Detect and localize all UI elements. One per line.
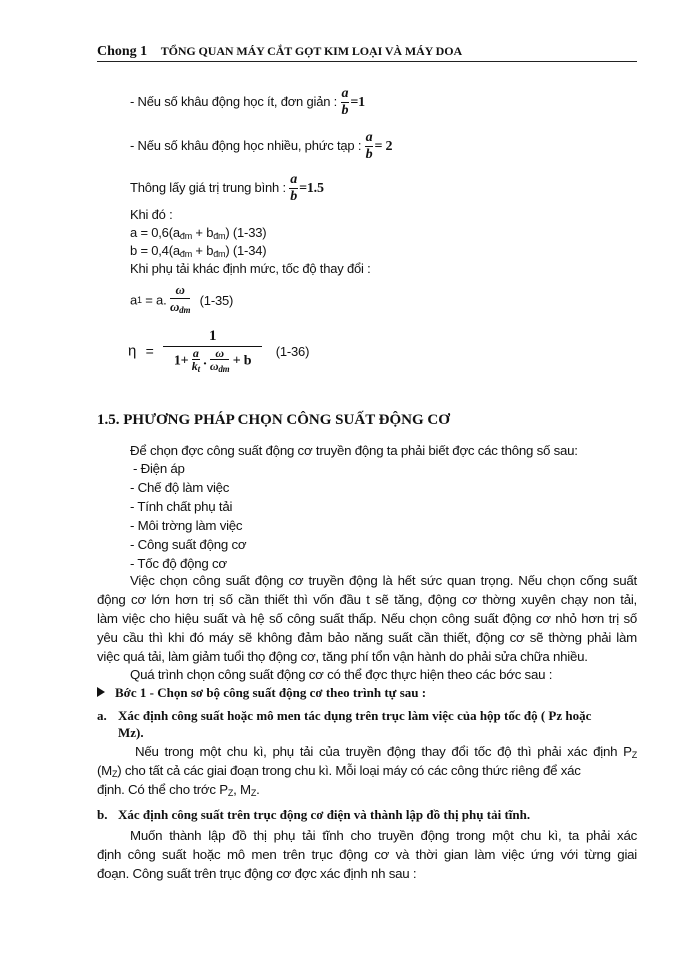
item-b-body: đoạn. Công suất trên trục động cơ đợc xác định nh sau : <box>97 866 417 881</box>
item-a-body: $(M_Z)$ cho tất cả các giai đoạn trong chu kì. Mỗi loại máy có các công thức riêng để xác <box>97 763 581 779</box>
header-rule <box>97 61 637 62</box>
list-item: - Điện áp <box>133 461 185 476</box>
item-a-body: định. Có thể cho trớc $P_Z$, $M_Z$. <box>97 782 260 798</box>
paragraph-line: việc quá tải, làm giảm tuổi thọ động cơ, tăng phí tổn vận hành do phải sửa chữa nhiều. <box>97 649 588 664</box>
omega-fraction: $\frac{\omega}{\omega_{dm}}$ <box>169 282 191 315</box>
arrow-bullet-icon <box>97 687 105 697</box>
paragraph-line: Việc chọn công suất động cơ truyền động là hết sức quan trọng. Nếu chọn cống suất <box>130 573 637 588</box>
equation-1-36: η = 1 1+ $\frac{a}{k_t}$ . ω $\omega_{dm}$ + b (1-36) <box>128 328 310 374</box>
fraction-a-over-b: $\frac{a}{b}$ <box>365 130 373 162</box>
efficiency-fraction: 1 1+ $\frac{a}{k_t}$ . ω $\omega_{dm}$ + b <box>163 326 262 376</box>
equation-1-33: $a = 0,6(a_{đm} + b_{đm})$ (1-33) <box>130 225 267 241</box>
item-b-body: Muốn thành lập đồ thị phụ tải tĩnh cho truyền động trong một chu kì, ta phải xác <box>130 828 637 843</box>
step-1-title: Bớc 1 - Chọn sơ bộ công suất động cơ theo trình tự sau : <box>115 685 427 700</box>
list-item: - Môi trờng làm việc <box>130 518 243 533</box>
item-b-body: định công suất hoặc mô men trên trục động cơ và thời gian làm việc ứng với từng giai <box>97 847 637 862</box>
condition-average: Thông lấy giá trị trung bình : $\frac{a}{b}$ =1.5 <box>130 172 324 204</box>
item-a-label: a. <box>97 708 107 723</box>
item-a-body: Nếu trong một chu kì, phụ tải của truyền động thay đổi tốc độ thì phải xác định $P_Z$ <box>135 744 637 760</box>
chapter-title: TỔNG QUAN MÁY CẮT GỌT KIM LOẠI VÀ MÁY DOA <box>160 44 463 58</box>
fraction-a-over-b: $\frac{a}{b}$ <box>290 172 298 204</box>
item-a-title: Xác định công suất hoặc mô men tác dụng trên trục làm việc của hộp tốc độ ( Pz hoặc <box>118 708 592 723</box>
list-item: - Tốc độ động cơ <box>130 556 227 571</box>
condition-complex: - Nếu số khâu động học nhiều, phức tạp : $\frac{a}{b}$ = 2 <box>130 130 393 162</box>
load-change-text: Khi phụ tải khác định mức, tốc độ thay đổi : <box>130 261 371 276</box>
paragraph-line: động cơ lớn hơn trị số cần thiết thì vốn đầu t sẽ tăng, động cơ thờng xuyên chạy non tải, <box>97 592 637 607</box>
intro-text: Để chọn đợc công suất động cơ truyền động ta phải biết đợc các thông số sau: <box>130 443 578 458</box>
paragraph-line: làm việc cho hiệu suất và hệ số công suất thấp. Nếu chọn công suất động cơ nhỏ hơn trị số <box>97 611 637 626</box>
item-a-title-cont: Mz). <box>118 725 144 740</box>
item-b-title: Xác định công suất trên trục động cơ điện và thành lập đồ thị phụ tải tĩnh. <box>118 807 531 822</box>
list-item: - Công suất động cơ <box>130 537 247 552</box>
steps-intro: Quá trình chọn công suất động cơ có thể đợc thực hiện theo các bớc sau : <box>130 667 553 682</box>
fraction-a-over-b: $\frac{a}{b}$ <box>341 86 349 118</box>
chapter-label: Chong 1 <box>97 44 148 59</box>
section-heading: 1.5. PHƯƠNG PHÁP CHỌN CÔNG SUẤT ĐỘNG CƠ <box>97 412 450 428</box>
list-item: - Tính chất phụ tải <box>130 499 233 514</box>
item-b-label: b. <box>97 807 108 822</box>
list-item: - Chế độ làm việc <box>130 480 230 495</box>
paragraph-line: yêu cầu thì khi đó máy sẽ không đảm bảo năng suất cần thiết, động cơ sẽ thờng phải làm <box>97 630 637 645</box>
page-header <box>97 44 462 60</box>
equation-1-34: $b = 0,4(a_{đm} + b_{đm})$ (1-34) <box>130 243 267 259</box>
equation-1-35: a1 = a. $\frac{\omega}{\omega_{dm}}$ (1-35) <box>130 282 233 318</box>
khi-do: Khi đó : <box>130 207 173 222</box>
condition-simple: - Nếu số khâu động học ít, đơn giản : $\frac{a}{b}$ =1 <box>130 86 365 118</box>
